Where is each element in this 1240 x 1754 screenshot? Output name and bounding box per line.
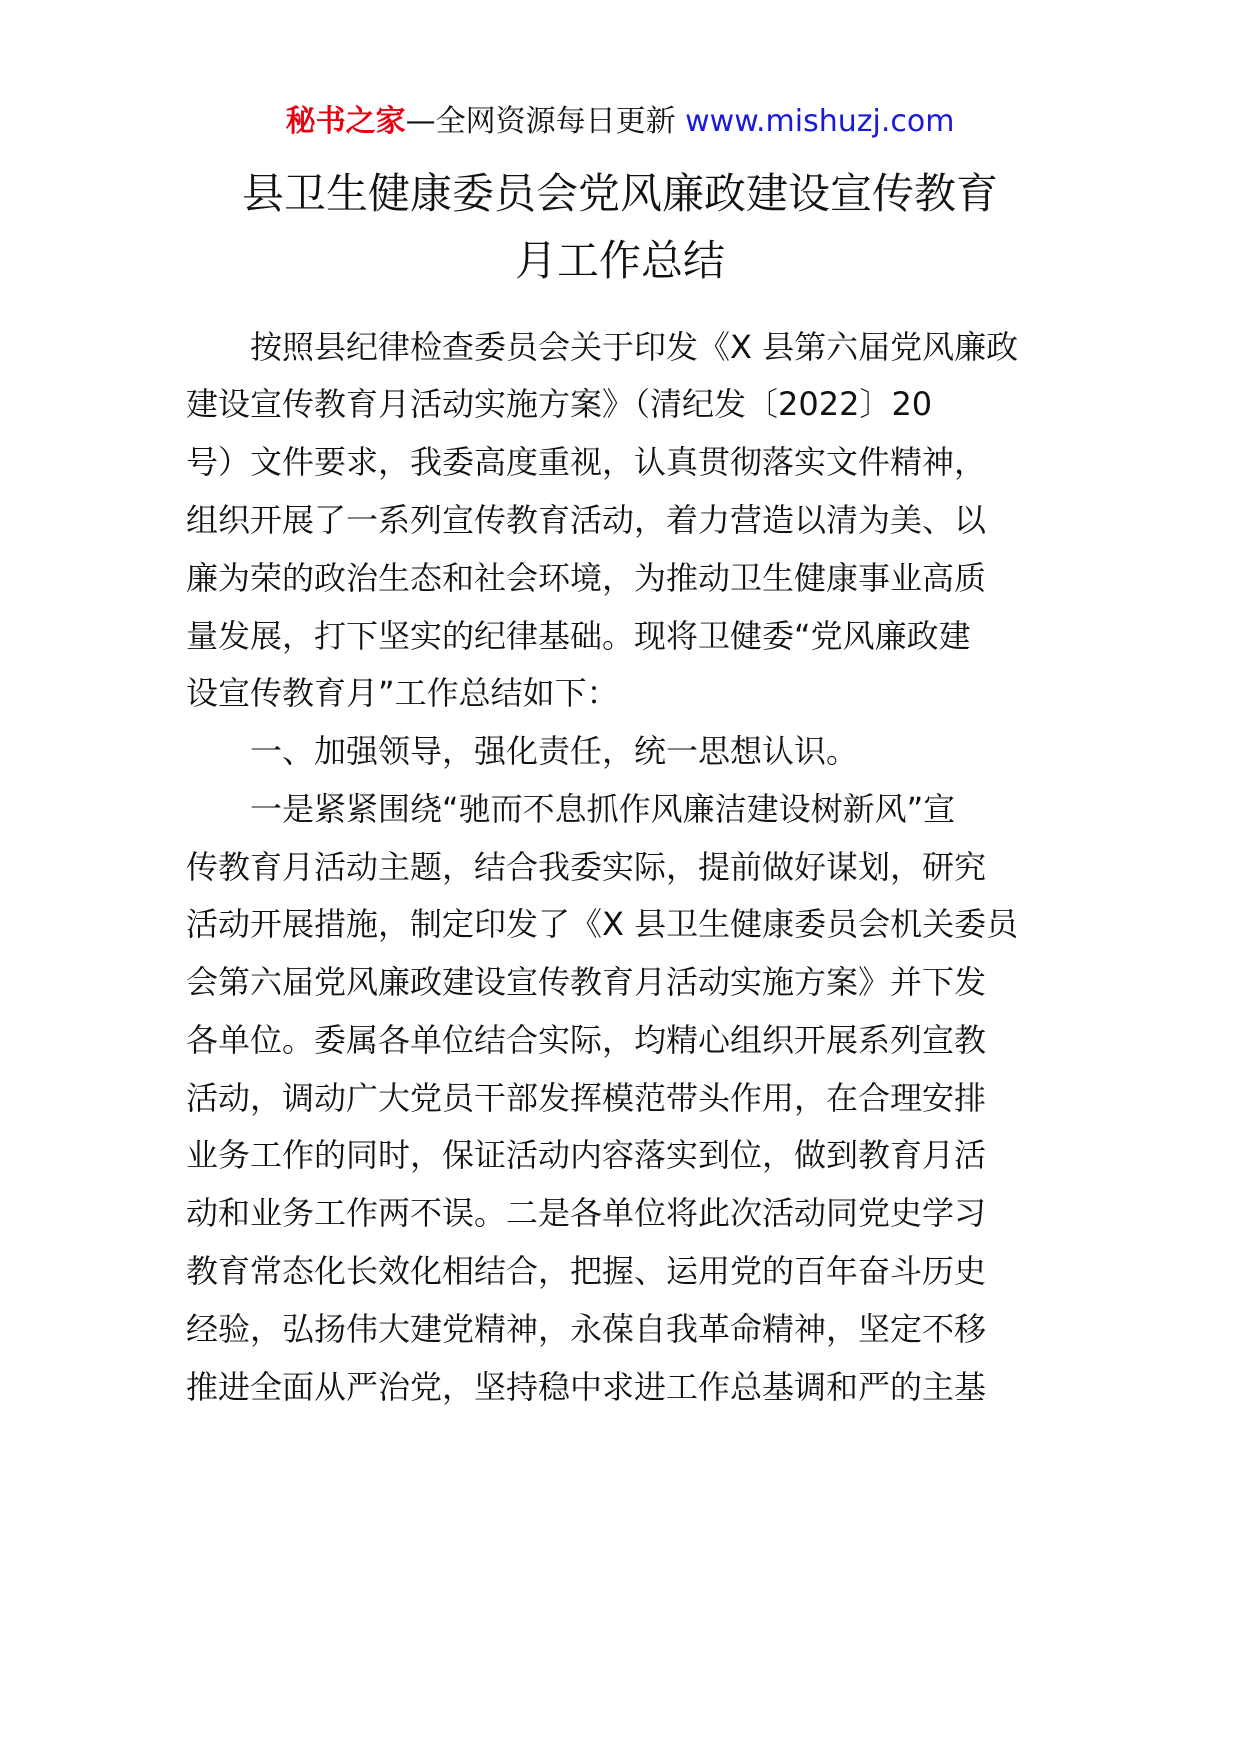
body-line: 组织开展了一系列宣传教育活动，着力营造以清为美、以 <box>186 501 987 539</box>
body-line: 量发展，打下坚实的纪律基础。现将卫健委“党风廉政建 <box>186 617 971 655</box>
document-title-line-2: 月工作总结 <box>514 236 725 285</box>
site-brand: 秘书之家 <box>285 104 406 139</box>
body-line: 建设宣传教育月活动实施方案》（清纪发〔2022〕20 <box>186 385 933 423</box>
body-line: 活动，调动广大党员干部发挥模范带头作用，在合理安排 <box>186 1079 987 1117</box>
body-line: 号）文件要求，我委高度重视，认真贯彻落实文件精神， <box>186 443 987 481</box>
document-title-line-1: 县卫生健康委员会党风廉政建设宣传教育 <box>241 169 998 218</box>
body-line: 经验，弘扬伟大建党精神，永葆自我革命精神，坚定不移 <box>186 1310 987 1348</box>
body-line: 传教育月活动主题，结合我委实际，提前做好谋划，研究 <box>186 848 987 886</box>
body-line: 各单位。委属各单位结合实际，均精心组织开展系列宣教 <box>186 1021 987 1059</box>
site-header <box>0 100 1240 144</box>
body-line: 推进全面从严治党，坚持稳中求进工作总基调和严的主基 <box>186 1368 987 1406</box>
body-line: 活动开展措施，制定印发了《X 县卫生健康委员会机关委员 <box>186 905 1019 943</box>
body-line: 廉为荣的政治生态和社会环境，为推动卫生健康事业高质 <box>186 559 987 597</box>
section-heading: 一、加强领导，强化责任，统一思想认识。 <box>186 732 859 770</box>
body-line: 一是紧紧围绕“驰而不息抓作风廉洁建设树新风”宣 <box>186 790 956 828</box>
body-line: 动和业务工作两不误。二是各单位将此次活动同党史学习 <box>186 1194 987 1232</box>
site-tagline: —全网资源每日更新 <box>405 104 686 139</box>
site-url-link[interactable]: www.mishuzj.com <box>685 104 955 139</box>
body-line: 设宣传教育月”工作总结如下： <box>186 674 619 712</box>
body-line: 按照县纪律检查委员会关于印发《X 县第六届党风廉政 <box>186 328 1019 366</box>
body-line: 教育常态化长效化相结合，把握、运用党的百年奋斗历史 <box>186 1252 987 1290</box>
body-line: 业务工作的同时，保证活动内容落实到位，做到教育月活 <box>186 1136 987 1174</box>
body-line: 会第六届党风廉政建设宣传教育月活动实施方案》并下发 <box>186 963 987 1001</box>
